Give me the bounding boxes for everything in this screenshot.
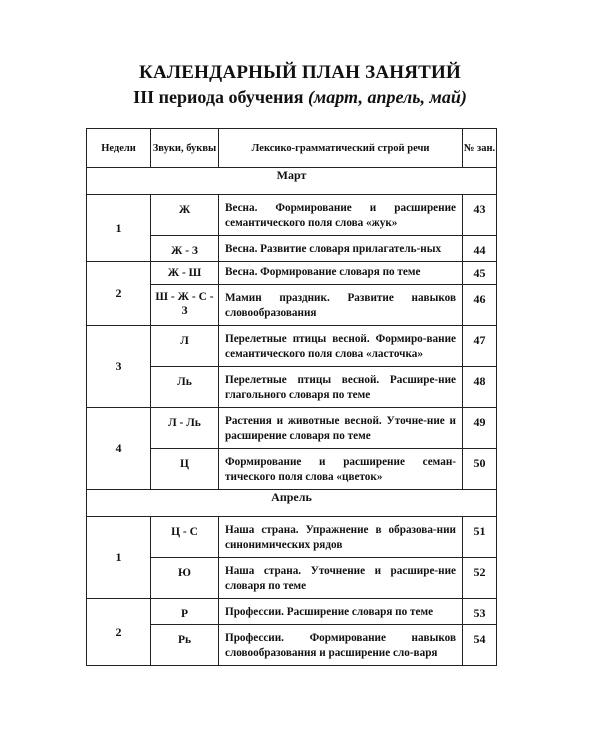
topic-cell: Наша страна. Упражнение в образова-нии синонимических рядов xyxy=(219,517,463,558)
lesson-number: 47 xyxy=(463,326,497,367)
page-subtitle xyxy=(0,87,600,108)
sound-cell: Ж - Ш xyxy=(151,262,219,285)
lesson-number: 52 xyxy=(463,558,497,599)
topic-cell: Наша страна. Уточнение и расшире-ние словаря по теме xyxy=(219,558,463,599)
table-row xyxy=(87,599,497,625)
sound-cell: Ж xyxy=(151,195,219,236)
header-grammar: Лексико-грамматический строй речи xyxy=(219,129,463,168)
topic-cell: Мамин праздник. Развитие навыков словообразования xyxy=(219,285,463,326)
sound-cell: Ц - С xyxy=(151,517,219,558)
table-row xyxy=(87,195,497,236)
header-lesson-no: № зан. xyxy=(463,129,497,168)
lesson-number: 48 xyxy=(463,367,497,408)
week-number: 4 xyxy=(87,408,151,490)
week-number: 2 xyxy=(87,262,151,326)
topic-cell: Профессии. Расширение словаря по теме xyxy=(219,599,463,625)
month-label: Март xyxy=(87,168,497,195)
week-number: 3 xyxy=(87,326,151,408)
month-row-march xyxy=(87,168,497,195)
subtitle-months: (март, апрель, май) xyxy=(307,87,467,107)
table-header-row xyxy=(87,129,497,168)
week-number: 1 xyxy=(87,517,151,599)
sound-cell: Ш - Ж - С - З xyxy=(151,285,219,326)
topic-cell: Перелетные птицы весной. Расшире-ние глагольного словаря по теме xyxy=(219,367,463,408)
table-row xyxy=(87,262,497,285)
topic-cell: Растения и животные весной. Уточне-ние и расширение словаря по теме xyxy=(219,408,463,449)
subtitle-period: III периода обучения xyxy=(133,87,304,107)
sound-cell: Р xyxy=(151,599,219,625)
lesson-number: 54 xyxy=(463,625,497,666)
sound-cell: Ц xyxy=(151,449,219,490)
lesson-number: 49 xyxy=(463,408,497,449)
sound-cell: Л - Ль xyxy=(151,408,219,449)
calendar-plan-table xyxy=(86,128,497,666)
topic-cell: Перелетные птицы весной. Формиро-вание семантического поля слова «ласточка» xyxy=(219,326,463,367)
sound-cell: Л xyxy=(151,326,219,367)
lesson-number: 53 xyxy=(463,599,497,625)
month-label: Апрель xyxy=(87,490,497,517)
week-number: 1 xyxy=(87,195,151,262)
header-sounds: Звуки, буквы xyxy=(151,129,219,168)
sound-cell: Ль xyxy=(151,367,219,408)
topic-cell: Весна. Формирование словаря по теме xyxy=(219,262,463,285)
week-number: 2 xyxy=(87,599,151,666)
lesson-number: 50 xyxy=(463,449,497,490)
lesson-number: 51 xyxy=(463,517,497,558)
table-row xyxy=(87,517,497,558)
lesson-number: 46 xyxy=(463,285,497,326)
topic-cell: Формирование и расширение семан-тического поля слова «цветок» xyxy=(219,449,463,490)
table-row xyxy=(87,408,497,449)
lesson-number: 45 xyxy=(463,262,497,285)
month-row-april xyxy=(87,490,497,517)
topic-cell: Профессии. Формирование навыков словообразования и расширение сло-варя xyxy=(219,625,463,666)
lesson-number: 44 xyxy=(463,236,497,262)
lesson-number: 43 xyxy=(463,195,497,236)
sound-cell: Рь xyxy=(151,625,219,666)
page-title: КАЛЕНДАРНЫЙ ПЛАН ЗАНЯТИЙ xyxy=(139,62,461,83)
topic-cell: Весна. Развитие словаря прилагатель-ных xyxy=(219,236,463,262)
sound-cell: Ю xyxy=(151,558,219,599)
topic-cell: Весна. Формирование и расширение семантического поля слова «жук» xyxy=(219,195,463,236)
header-weeks: Недели xyxy=(87,129,151,168)
sound-cell: Ж - З xyxy=(151,236,219,262)
table-row xyxy=(87,326,497,367)
